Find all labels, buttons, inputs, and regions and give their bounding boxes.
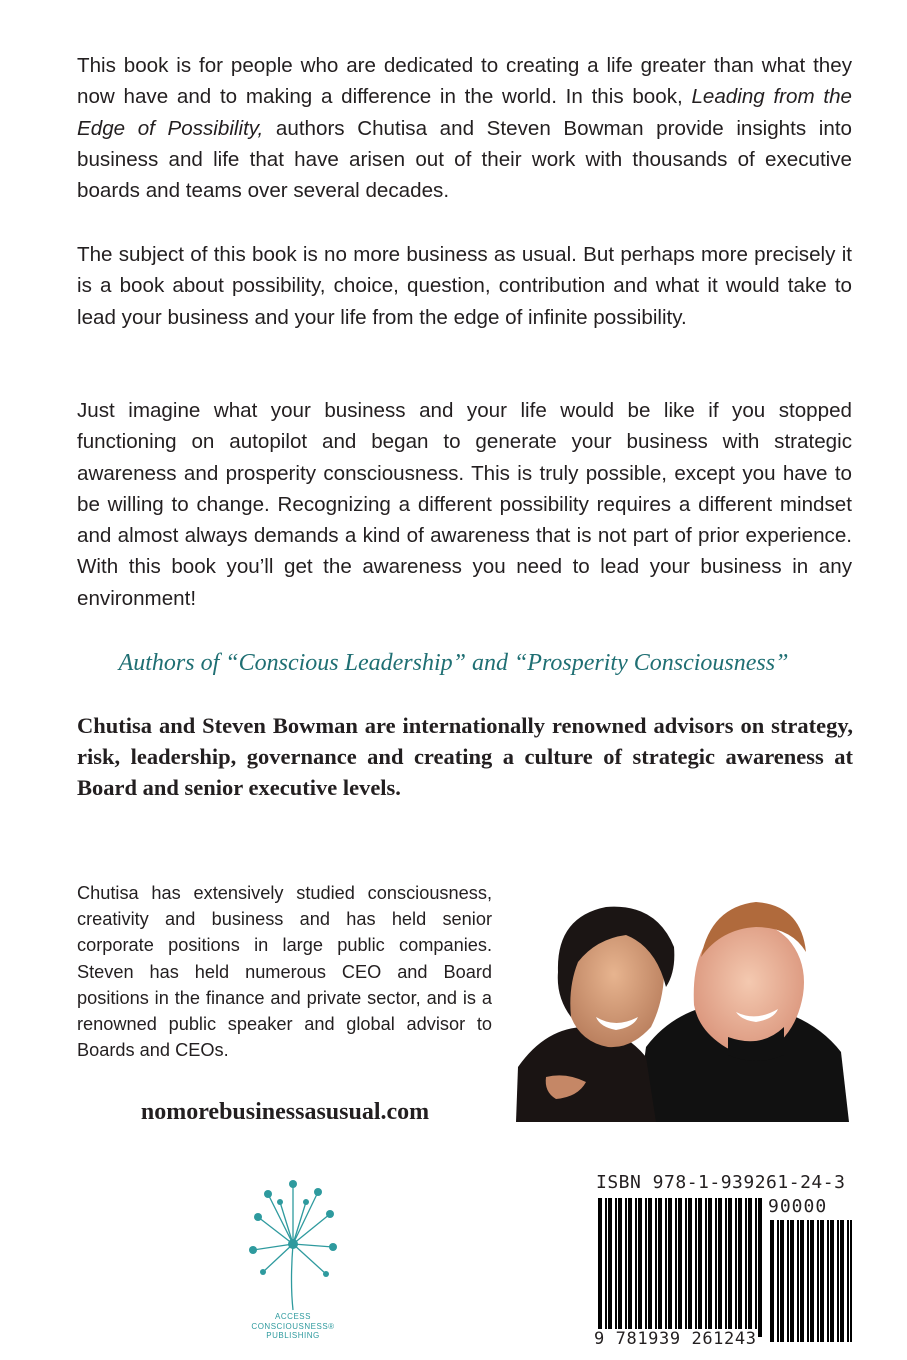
dandelion-icon <box>238 1172 348 1312</box>
author-photo <box>516 877 849 1122</box>
price-code: 90000 <box>768 1196 828 1217</box>
description-text: This book is for people who are dedicated to creating a life greater than what they now have and to making a difference in the world. In this book, <box>77 54 852 109</box>
isbn-label: ISBN 978-1-939261-24-3 <box>596 1172 846 1193</box>
description-paragraph-2: The subject of this book is no more business as usual. But perhaps more precisely it is a book about possibility, choice, question, contribution and what it would take to lead your business and your life from the edge of infinite possibility. <box>77 243 852 329</box>
publisher-name: ACCESS CONSCIOUSNESS® PUBLISHING <box>251 1312 335 1340</box>
authors-bio: Chutisa has extensively studied consciousness, creativity and business and has held senior corporate positions in large public companies. Steven has held numerous CEO and Board positions in the finance and private sector, and is a renowned public speaker and global advisor to Boards and CEOs. <box>77 883 492 1061</box>
description-paragraph-1 <box>77 50 852 206</box>
description-paragraph-3: Just imagine what your business and your life would be like if you stopped functioning on autopilot and began to generate your business with strategic awareness and prosperity consciousness. This is truly possible, except you have to be willing to change. Recognizing a different possibility requires a different mindset and almost always demands a kind of awareness that is not part of prior experience. With this book you’ll get the awareness you need to lead your business in any environment! <box>77 399 852 610</box>
ean-digits: 9 781939 261243 <box>594 1329 757 1349</box>
description-text: authors Chutisa and Steven Bowman provide insights into business and life that have arisen out of their work with thousands of executive boards and teams over several decades. <box>77 116 852 203</box>
book-title: Leading from the Edge of Possibility, <box>77 85 852 140</box>
website-link[interactable]: nomorebusinessasusual.com <box>140 1099 430 1125</box>
isbn-barcode <box>590 1172 855 1352</box>
authors-tagline: Authors of “Conscious Leadership” and “Prosperity Consciousness” <box>118 650 789 676</box>
publisher-logo <box>238 1172 348 1350</box>
authors-statement: Chutisa and Steven Bowman are internationally renowned advisors on strategy, risk, leadership, governance and creating a culture of strategic awareness at Board and senior executive levels. <box>77 713 853 800</box>
